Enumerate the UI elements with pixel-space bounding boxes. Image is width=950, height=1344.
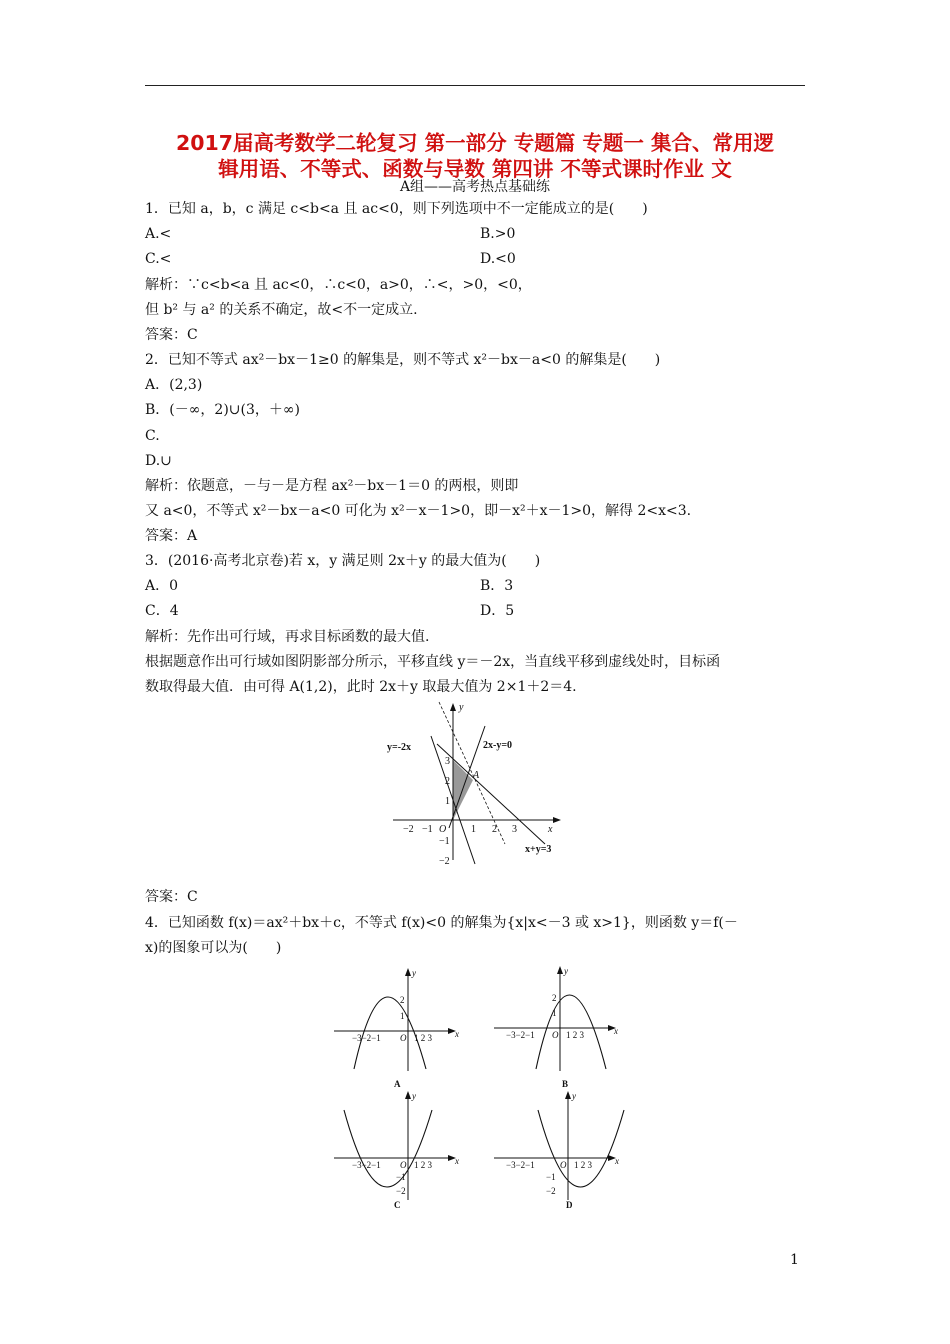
svg-text:1 2 3: 1 2 3 [414, 1160, 432, 1170]
svg-text:−3−2−1: −3−2−1 [506, 1160, 535, 1170]
x-tick: 1 [471, 824, 476, 835]
q1-option-a: A.< [145, 226, 172, 242]
doc-title-line2: 辑用语、不等式、函数与导数 第四讲 不等式课时作业 文 [218, 157, 732, 181]
x-axis-label: x [548, 824, 553, 835]
q3-option-d: D．5 [480, 603, 515, 619]
svg-text:O: O [560, 1160, 567, 1170]
svg-text:1 2 3: 1 2 3 [414, 1033, 432, 1043]
q2-analysis-2: 又 a<0，不等式 x²－bx－a<0 可化为 x²－x－1>0，即－x²＋x－1>0，解得 2<x<3. [145, 503, 692, 519]
q3-analysis-2: 根据题意作出可行域如图阴影部分所示，平移直线 y＝－2x，当直线平移到虚线处时，目标函 [145, 654, 721, 670]
q2-answer: 答案：A [145, 528, 198, 544]
label-2x-y: 2x-y=0 [483, 740, 513, 751]
q3-option-a: A．0 [145, 578, 179, 594]
svg-text:1 2 3: 1 2 3 [566, 1030, 584, 1040]
svg-text:O: O [552, 1030, 559, 1040]
q1-analysis-1: 解析：∵c<b<a 且 ac<0，∴c<0，a>0，∴<，>0，<0， [145, 277, 532, 293]
x-tick: 3 [512, 824, 517, 835]
q4-graph-b [490, 963, 625, 1093]
y-tick: 2 [445, 776, 450, 787]
q3-option-b: B．3 [480, 578, 514, 594]
q2-option-d: D.∪ [145, 453, 172, 469]
y-tick: −1 [439, 836, 450, 847]
q2-analysis-1: 解析：依题意，－与－是方程 ax²－bx－1＝0 的两根，则即 [145, 478, 519, 494]
q1-analysis-2: 但 b² 与 a² 的关系不确定，故<不一定成立. [145, 302, 418, 318]
q4-graph-c [330, 1088, 465, 1218]
svg-text:−2: −2 [546, 1186, 556, 1196]
svg-text:−2: −2 [396, 1186, 406, 1196]
group-heading: A组——高考热点基础练 [399, 179, 551, 195]
svg-text:1: 1 [400, 1011, 405, 1021]
q4-graph-a [330, 963, 465, 1093]
svg-text:x: x [614, 1026, 618, 1036]
q3-analysis-3: 数取得最大值．由可得 A(1,2)，此时 2x＋y 取最大值为 2×1＋2＝4. [145, 679, 577, 695]
q3-analysis-1: 解析：先作出可行域，再求目标函数的最大值. [145, 629, 430, 645]
q3-option-c: C．4 [145, 603, 179, 619]
x-tick: −1 [422, 824, 433, 835]
dashed-objective-line [439, 702, 505, 844]
q3-feasible-region-figure [385, 698, 570, 868]
svg-text:y: y [412, 1091, 416, 1101]
svg-text:O: O [400, 1033, 407, 1043]
q2-option-b: B．(－∞，2)∪(3，＋∞) [145, 402, 301, 418]
svg-text:−3−2−1: −3−2−1 [352, 1033, 381, 1043]
y-axis-arrow [450, 703, 456, 711]
svg-text:y: y [412, 968, 416, 978]
label-y-neg2x: y=-2x [387, 742, 412, 753]
q2-option-a: A．(2,3) [145, 377, 203, 393]
q4-stem-1: 4．已知函数 f(x)＝ax²＋bx＋c，不等式 f(x)<0 的解集为{x|x<－3 或 x>1}，则函数 y＝f(－ [145, 915, 738, 931]
q3-stem: 3．(2016·高考北京卷)若 x，y 满足则 2x＋y 的最大值为( ) [145, 553, 541, 569]
q4-graph-d [490, 1088, 625, 1218]
x-tick: 2 [492, 824, 497, 835]
doc-title-line1: 2017届高考数学二轮复习 第一部分 专题篇 专题一 集合、常用逻 [175, 131, 775, 155]
svg-text:1: 1 [552, 1008, 557, 1018]
y-tick: 3 [445, 756, 450, 767]
graph-label: A [394, 1079, 401, 1089]
q2-option-c: C. [145, 428, 160, 444]
svg-text:O: O [400, 1160, 407, 1170]
x-tick: −2 [403, 824, 414, 835]
svg-text:x: x [615, 1156, 619, 1166]
svg-text:x: x [455, 1156, 459, 1166]
q1-stem: 1．已知 a，b，c 满足 c<b<a 且 ac<0，则下列选项中不一定能成立的是( ) [145, 201, 648, 217]
svg-text:x: x [455, 1029, 459, 1039]
q1-option-c: C.< [145, 251, 172, 267]
svg-text:−1: −1 [546, 1172, 556, 1182]
point-a-label: A [473, 770, 480, 781]
label-x-y-3: x+y=3 [525, 844, 552, 855]
q3-answer: 答案：C [145, 889, 198, 905]
q1-option-d: D.<0 [480, 251, 516, 267]
page-number: 1 [790, 1252, 799, 1268]
svg-text:−3−2−1: −3−2−1 [506, 1030, 535, 1040]
y-axis-label: y [459, 702, 464, 713]
origin-label: O [439, 824, 447, 835]
q2-stem: 2．已知不等式 ax²－bx－1≥0 的解集是，则不等式 x²－bx－a<0 的解集是( ) [145, 352, 661, 368]
q4-stem-2: x)的图象可以为( ) [145, 940, 282, 956]
svg-text:2: 2 [552, 993, 557, 1003]
graph-label: D [566, 1200, 573, 1210]
y-tick: 1 [445, 796, 450, 807]
svg-text:−3−2−1: −3−2−1 [352, 1160, 381, 1170]
svg-text:y: y [564, 966, 568, 976]
header-rule [145, 85, 805, 86]
x-axis-arrow [553, 817, 561, 823]
svg-text:2: 2 [400, 995, 405, 1005]
svg-text:−1: −1 [396, 1172, 406, 1182]
q1-option-b: B.>0 [480, 226, 516, 242]
svg-text:1 2 3: 1 2 3 [574, 1160, 592, 1170]
svg-text:y: y [572, 1091, 576, 1101]
y-tick: −2 [439, 856, 450, 867]
graph-label: C [394, 1200, 401, 1210]
q1-answer: 答案：C [145, 327, 198, 343]
graph-label: B [562, 1079, 569, 1089]
